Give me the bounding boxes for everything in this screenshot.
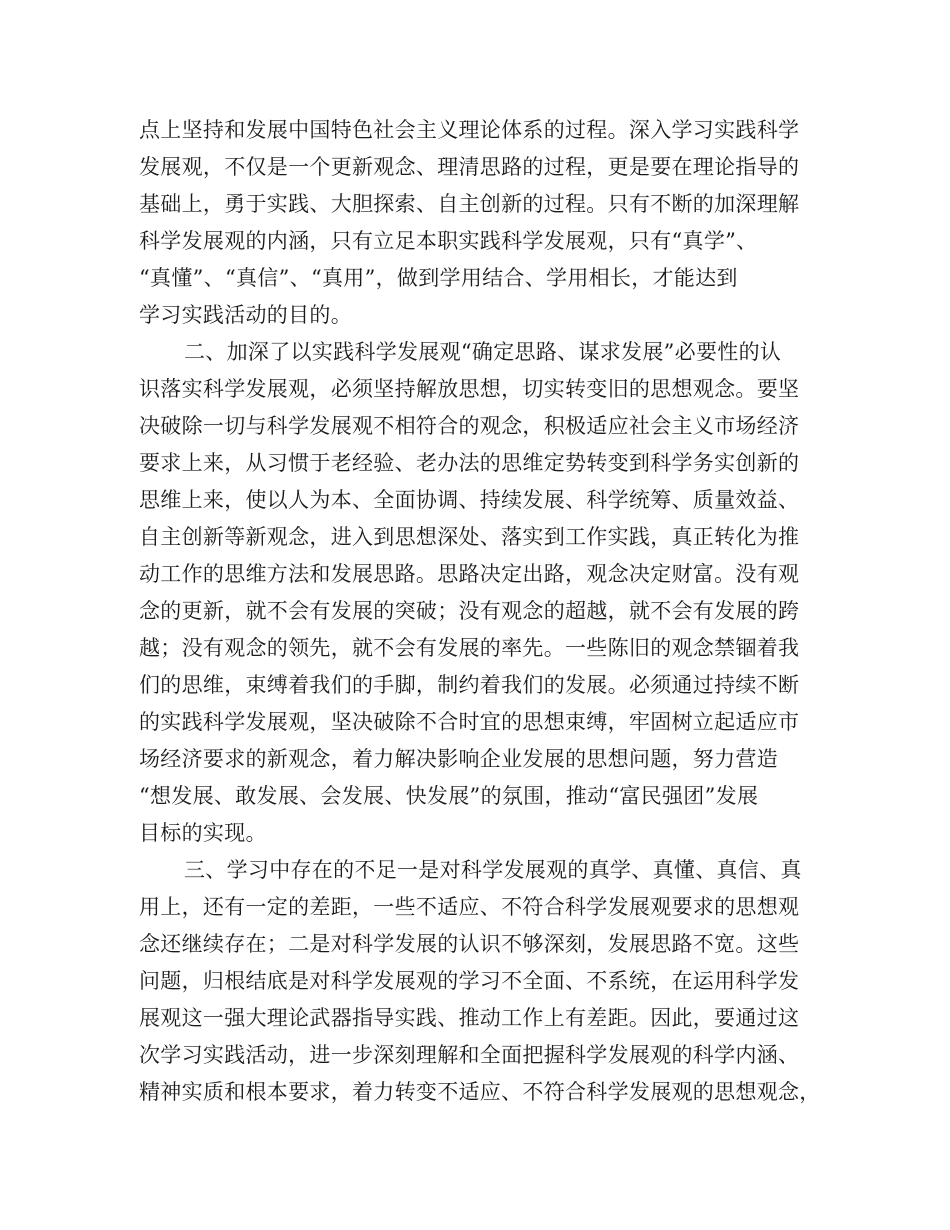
text-line: 发展观，不仅是一个更新观念、理清思路的过程，更是要在理论指导的 <box>139 155 800 179</box>
text-line: 场经济要求的新观念，着力解决影响企业发展的思想问题，努力营造 <box>139 747 778 771</box>
text-line: 精神实质和根本要求，着力转变不适应、不符合科学发展观的思想观念， <box>139 1080 821 1104</box>
paragraph-start-line: 三、学习中存在的不足一是对科学发展观的真学、真懂、真信、真 <box>184 858 802 882</box>
text-line: 决破除一切与科学发展观不相符合的观念，积极适应社会主义市场经济 <box>139 414 800 438</box>
text-line: 思维上来，使以人为本、全面协调、持续发展、科学统筹、质量效益、 <box>139 488 800 512</box>
text-line: 目标的实现。 <box>139 821 267 845</box>
text-line: 学习实践活动的目的。 <box>139 303 352 327</box>
text-line: 念的更新，就不会有发展的突破；没有观念的超越，就不会有发展的跨 <box>139 599 800 623</box>
text-line: 动工作的思维方法和发展思路。思路决定出路，观念决定财富。没有观 <box>139 562 800 586</box>
text-line: 点上坚持和发展中国特色社会主义理论体系的过程。深入学习实践科学 <box>139 118 800 142</box>
text-line: 展观这一强大理论武器指导实践、推动工作上有差距。因此，要通过这 <box>139 1006 800 1030</box>
text-line: 自主创新等新观念，进入到思想深处、落实到工作实践，真正转化为推 <box>139 525 800 549</box>
text-line: 的实践科学发展观，坚决破除不合时宜的思想束缚，牢固树立起适应市 <box>139 710 800 734</box>
text-line: 基础上，勇于实践、大胆探索、自主创新的过程。只有不断的加深理解 <box>139 192 800 216</box>
text-line: 们的思维，束缚着我们的手脚，制约着我们的发展。必须通过持续不断 <box>139 673 800 697</box>
text-line: 科学发展观的内涵，只有立足本职实践科学发展观，只有“真学”、 <box>139 229 758 253</box>
text-line: 念还继续存在；二是对科学发展的认识不够深刻，发展思路不宽。这些 <box>139 932 800 956</box>
text-line: “真懂”、“真信”、“真用”，做到学用结合、学用相长，才能达到 <box>139 266 738 290</box>
text-line: 越；没有观念的领先，就不会有发展的率先。一些陈旧的观念禁锢着我 <box>139 636 800 660</box>
body-text <box>139 112 819 1111</box>
paragraph-start-line: 二、加深了以实践科学发展观“确定思路、谋求发展”必要性的认 <box>184 340 782 364</box>
text-line: 次学习实践活动，进一步深刻理解和全面把握科学发展观的科学内涵、 <box>139 1043 800 1067</box>
text-line: 用上，还有一定的差距，一些不适应、不符合科学发展观要求的思想观 <box>139 895 800 919</box>
text-line: 要求上来，从习惯于老经验、老办法的思维定势转变到科学务实创新的 <box>139 451 800 475</box>
text-line: 问题，归根结底是对科学发展观的学习不全面、不系统，在运用科学发 <box>139 969 800 993</box>
text-line: 识落实科学发展观，必须坚持解放思想，切实转变旧的思想观念。要坚 <box>139 377 800 401</box>
text-line: “想发展、敢发展、会发展、快发展”的氛围，推动“富民强团”发展 <box>139 784 759 808</box>
